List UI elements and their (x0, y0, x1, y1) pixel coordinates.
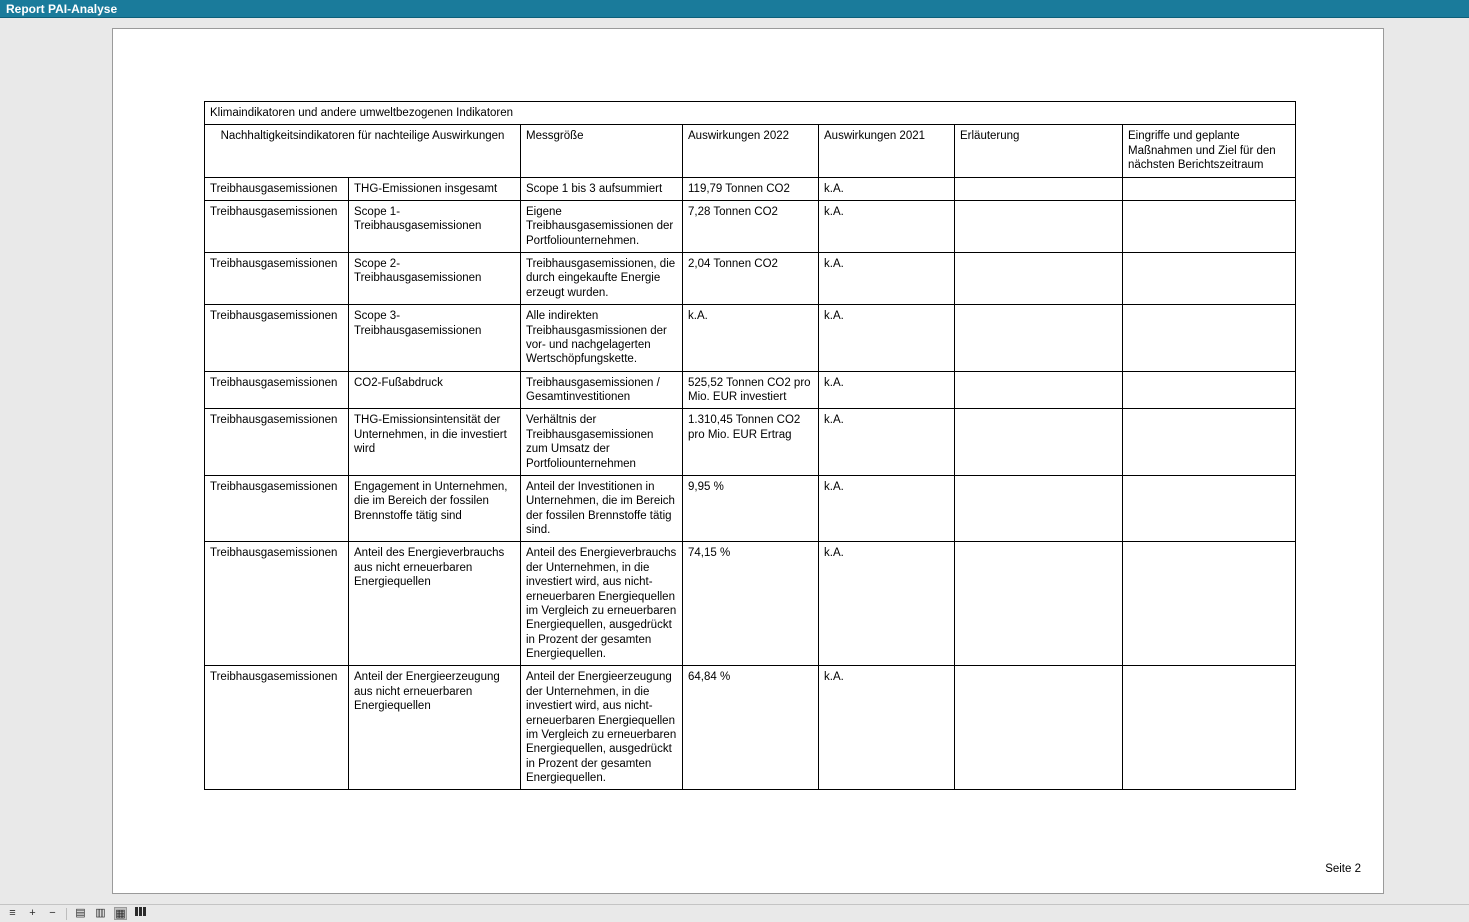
cell-measures (1123, 475, 1296, 542)
cell-impact-2022: 9,95 % (683, 475, 819, 542)
cell-impact-2022: 64,84 % (683, 666, 819, 790)
cell-impact-2021: k.A. (819, 409, 955, 476)
cell-explanation (955, 305, 1123, 372)
cell-measures (1123, 200, 1296, 252)
grid-view-icon[interactable] (134, 907, 147, 920)
cell-impact-2021: k.A. (819, 253, 955, 305)
cell-impact-2022: 1.310,45 Tonnen CO2 pro Mio. EUR Ertrag (683, 409, 819, 476)
cell-measures (1123, 253, 1296, 305)
cell-measure: Anteil des Energieverbrauchs der Unternehmen, in die investiert wird, aus nicht-erneuerbaren Energiequellen im Vergleich zu erneuerbaren Energiequellen, ausgedrückt in Prozent der gesamten Energiequellen. (521, 542, 683, 666)
cell-measures (1123, 666, 1296, 790)
cell-explanation (955, 177, 1123, 200)
cell-impact-2022: 74,15 % (683, 542, 819, 666)
page-number: Seite 2 (1325, 863, 1361, 875)
cell-impact-2021: k.A. (819, 542, 955, 666)
cell-subindicator: THG-Emissionen insgesamt (349, 177, 521, 200)
header-impact-2022: Auswirkungen 2022 (683, 125, 819, 177)
cell-explanation (955, 371, 1123, 409)
table-row (205, 475, 1296, 542)
cell-indicator: Treibhausgasemissionen (205, 371, 349, 409)
cell-impact-2022: 119,79 Tonnen CO2 (683, 177, 819, 200)
cell-explanation (955, 253, 1123, 305)
grid-view-glyph (135, 907, 146, 916)
table-row (205, 305, 1296, 372)
cell-indicator: Treibhausgasemissionen (205, 666, 349, 790)
table-row (205, 409, 1296, 476)
cell-measure: Anteil der Investitionen in Unternehmen, die im Bereich der fossilen Brennstoffe tätig sind. (521, 475, 683, 542)
header-impact-2021: Auswirkungen 2021 (819, 125, 955, 177)
cell-impact-2021: k.A. (819, 666, 955, 790)
table-row (205, 666, 1296, 790)
table-row (205, 542, 1296, 666)
cell-impact-2021: k.A. (819, 475, 955, 542)
cell-explanation (955, 409, 1123, 476)
cell-impact-2022: 7,28 Tonnen CO2 (683, 200, 819, 252)
cell-indicator: Treibhausgasemissionen (205, 542, 349, 666)
window-title: Report PAI-Analyse (6, 2, 118, 16)
cell-indicator: Treibhausgasemissionen (205, 305, 349, 372)
viewer-toolbar[interactable] (0, 904, 1469, 922)
cell-impact-2022: 525,52 Tonnen CO2 pro Mio. EUR investiert (683, 371, 819, 409)
cell-measure: Scope 1 bis 3 aufsummiert (521, 177, 683, 200)
cell-explanation (955, 200, 1123, 252)
cell-subindicator: CO2-Fußabdruck (349, 371, 521, 409)
cell-subindicator: Anteil des Energieverbrauchs aus nicht erneuerbaren Energiequellen (349, 542, 521, 666)
zoom-in-icon[interactable]: + (29, 907, 36, 919)
two-page-view-icon[interactable]: ▥ (95, 907, 106, 919)
header-measure: Messgröße (521, 125, 683, 177)
table-row (205, 177, 1296, 200)
toolbar-divider (66, 908, 67, 920)
cell-measure: Anteil der Energieerzeugung der Unternehmen, in die investiert wird, aus nicht-erneuerbaren Energiequellen im Vergleich zu erneuerbaren Energiequellen, ausgedrückt in Prozent der gesamten Energiequellen. (521, 666, 683, 790)
single-page-view-icon[interactable]: ▤ (75, 907, 86, 919)
table-header-row (205, 125, 1296, 177)
window-title-bar (0, 0, 1469, 18)
cell-measures (1123, 371, 1296, 409)
cell-measures (1123, 305, 1296, 372)
cell-subindicator: THG-Emissionsintensität der Unternehmen, in die investiert wird (349, 409, 521, 476)
header-explanation: Erläuterung (955, 125, 1123, 177)
table-title-row (205, 102, 1296, 125)
cell-indicator: Treibhausgasemissionen (205, 200, 349, 252)
cell-explanation (955, 666, 1123, 790)
cell-impact-2021: k.A. (819, 305, 955, 372)
cell-subindicator: Engagement in Unternehmen, die im Bereich der fossilen Brennstoffe tätig sind (349, 475, 521, 542)
cell-indicator: Treibhausgasemissionen (205, 253, 349, 305)
cell-impact-2022: k.A. (683, 305, 819, 372)
thumbnail-view-icon[interactable]: ▦ (115, 908, 126, 920)
cell-measure: Eigene Treibhausgasemissionen der Portfoliounternehmen. (521, 200, 683, 252)
cell-measure: Verhältnis der Treibhausgasemissionen zum Umsatz der Portfoliounternehmen (521, 409, 683, 476)
cell-subindicator: Scope 3-Treibhausgasemissionen (349, 305, 521, 372)
document-viewport[interactable] (0, 19, 1469, 904)
cell-impact-2022: 2,04 Tonnen CO2 (683, 253, 819, 305)
document-page (112, 28, 1384, 894)
cell-measure: Treibhausgasemissionen / Gesamtinvestitionen (521, 371, 683, 409)
cell-subindicator: Scope 2-Treibhausgasemissionen (349, 253, 521, 305)
cell-explanation (955, 475, 1123, 542)
climate-indicators-table (204, 101, 1296, 790)
cell-indicator: Treibhausgasemissionen (205, 409, 349, 476)
cell-measure: Treibhausgasemissionen, die durch eingekaufte Energie erzeugt wurden. (521, 253, 683, 305)
table-row (205, 200, 1296, 252)
header-measures: Eingriffe und geplante Maßnahmen und Ziel für den nächsten Berichtszeitraum (1123, 125, 1296, 177)
cell-measures (1123, 409, 1296, 476)
cell-subindicator: Scope 1-Treibhausgasemissionen (349, 200, 521, 252)
table-row (205, 253, 1296, 305)
cell-subindicator: Anteil der Energieerzeugung aus nicht erneuerbaren Energiequellen (349, 666, 521, 790)
cell-explanation (955, 542, 1123, 666)
cell-indicator: Treibhausgasemissionen (205, 177, 349, 200)
header-indicator: Nachhaltigkeitsindikatoren für nachteilige Auswirkungen (205, 125, 521, 177)
cell-impact-2021: k.A. (819, 371, 955, 409)
table-title (205, 102, 1296, 125)
menu-icon[interactable]: ≡ (9, 907, 16, 919)
zoom-out-icon[interactable]: − (49, 907, 56, 919)
table-title-text: Klimaindikatoren und andere umweltbezogenen Indikatoren (210, 107, 514, 119)
cell-impact-2021: k.A. (819, 177, 955, 200)
cell-measure: Alle indirekten Treibhausgasmissionen der vor- und nachgelagerten Wertschöpfungskette. (521, 305, 683, 372)
cell-measures (1123, 542, 1296, 666)
cell-measures (1123, 177, 1296, 200)
table-row (205, 371, 1296, 409)
cell-indicator: Treibhausgasemissionen (205, 475, 349, 542)
cell-impact-2021: k.A. (819, 200, 955, 252)
